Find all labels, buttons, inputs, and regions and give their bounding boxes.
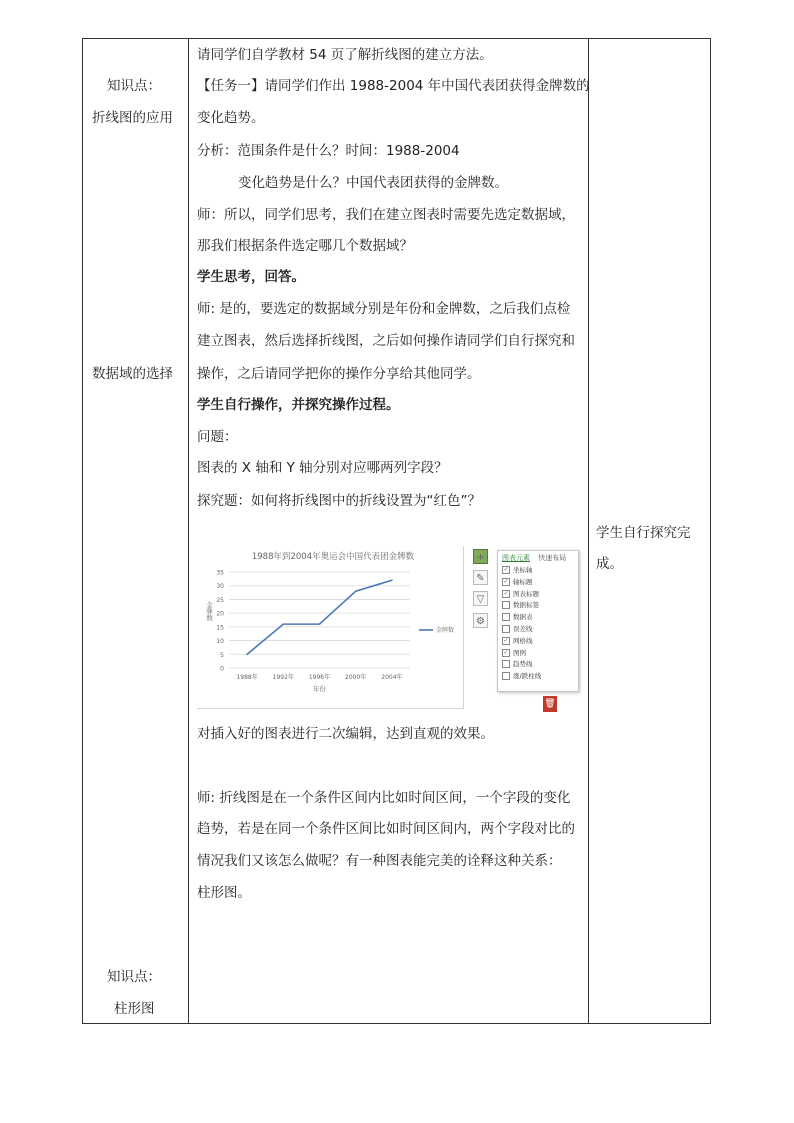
chart-element-label: 涨/跌柱线 [513,672,542,681]
knowledge-label-2: 知识点： [107,969,161,985]
checkbox[interactable]: ✓ [503,577,509,585]
teacher-line: 柱形图。 [197,885,251,901]
data-point [391,579,393,581]
checkbox[interactable] [502,613,510,621]
teacher-line: 趋势，若是在同一个条件区间比如时间区间内，两个字段对比的 [197,821,575,837]
series-line [247,580,392,654]
x-tick-label: 1996年 [308,674,331,681]
chart-element-label: 数据标签 [513,601,539,610]
teacher-line: 师: 是的，要选定的数据域分别是年份和金牌数，之后我们点检 [197,301,571,317]
chart-element-label: 趋势线 [513,660,533,669]
chart-element-label: 网格线 [513,636,533,645]
exploration-line: 探究题：如何将折线图中的折线设置为“红色”？ [197,493,481,509]
chart-element-option[interactable] [498,671,578,683]
chart-element-option[interactable] [498,624,578,636]
chart-element-label: 轴标题 [513,577,533,586]
checkbox[interactable]: ✓ [503,589,509,597]
teacher-line: 师: 折线图是在一个条件区间内比如时间区间，一个字段的变化 [197,790,571,806]
chart-element-label: 图例 [513,648,526,657]
teacher-line: 师：所以，同学们思考，我们在建立图表时需要先选定数据域， [197,207,575,223]
chart-element-option[interactable] [498,659,578,671]
checkbox[interactable] [502,672,510,680]
x-tick-label: 2000年 [345,674,367,681]
teacher-line: 那我们根据条件选定哪几个数据域？ [197,238,413,254]
x-tick-label: 2004年 [381,674,403,681]
y-tick-label: 30 [216,583,224,591]
teacher-line: 建立图表，然后选择折线图，之后如何操作请同学们自行探究和 [197,333,575,349]
student-line: 学生思考，回答。 [197,269,305,285]
analysis-line: 分析：范围条件是什么？时间：1988-2004 [197,143,460,159]
task-line: 【任务一】请同学们作出 1988-2004 年中国代表团获得金牌数的 [197,78,590,94]
y-tick-label: 15 [216,624,224,632]
student-line: 学生自行操作，并探究操作过程。 [197,397,400,413]
chart-element-option[interactable] [498,565,578,577]
x-tick-label: 1992年 [272,674,294,681]
chart-element-label: 坐标轴 [513,566,533,574]
analysis-line: 变化趋势是什么？中国代表团获得的金牌数。 [238,175,508,191]
column-divider-left [188,39,189,1023]
legend-label: 金牌数 [436,627,455,634]
brush-icon[interactable]: ✎ [473,570,488,585]
chart-element-option[interactable] [498,589,578,601]
right-note-line2: 成。 [596,556,623,572]
knowledge-topic: 折线图的应用 [92,110,173,126]
paragraph: 对插入好的图表进行二次编辑，达到直观的效果。 [197,726,494,742]
question-line: 图表的 X 轴和 Y 轴分别对应哪两列字段？ [197,460,448,476]
chart-title: 1988年到2004年奥运会中国代表团金牌数 [251,552,415,562]
chart-element-option[interactable] [498,612,578,624]
data-point [319,623,321,625]
checkbox[interactable] [502,625,510,633]
task-line: 变化趋势。 [197,110,265,126]
filter-icon[interactable]: ▽ [473,591,488,606]
y-tick-label: 5 [220,651,224,659]
checkbox[interactable]: ✓ [503,648,509,656]
x-axis-label: 年份 [313,685,326,693]
y-tick-label: 35 [216,569,224,577]
chart-element-label: 误差线 [513,624,533,633]
tab-chart-elements[interactable]: 图表元素 [502,554,530,562]
tab-quick-layout[interactable]: 快速布局 [538,554,567,562]
chart-element-option[interactable] [498,577,578,589]
question-label: 问题： [197,429,238,445]
data-point [355,590,357,592]
y-axis-label: 金牌数 [205,601,213,621]
data-point [283,623,285,625]
checkbox[interactable] [502,660,510,668]
knowledge-label: 知识点： [107,78,161,94]
chart-screenshot [197,546,586,716]
right-note-line1: 学生自行探究完 [596,525,691,541]
column-divider-right [588,39,589,1023]
section-label: 数据域的选择 [92,366,173,382]
chart-element-option[interactable] [498,636,578,648]
chart-area [197,546,464,709]
checkbox[interactable]: ✓ [503,566,509,573]
chart-elements-panel [463,546,586,716]
teacher-line: 情况我们又该怎么做呢？有一种图表能完美的诠释这种关系： [197,853,562,869]
checkbox[interactable]: ✓ [503,636,509,644]
y-tick-label: 10 [216,638,224,646]
line-chart [197,546,463,708]
knowledge-topic-2: 柱形图 [114,1001,155,1017]
teacher-line: 操作，之后请同学把你的操作分享给其他同学。 [197,366,481,382]
paragraph: 请同学们自学教材 54 页了解折线图的建立方法。 [197,47,493,63]
x-tick-label: 1988年 [236,674,258,681]
chart-element-option[interactable] [498,600,578,612]
gear-icon[interactable]: ⚙ [473,613,488,628]
chart-element-label: 数据表 [513,613,533,622]
checkbox[interactable] [502,601,510,609]
data-point [246,653,248,655]
chart-elements-menu [497,550,579,692]
y-tick-label: 0 [220,665,224,673]
chart-element-option[interactable] [498,648,578,660]
chart-elements-button[interactable]: + [473,549,488,564]
y-tick-label: 20 [216,610,224,618]
chart-element-label: 图表标题 [513,589,539,598]
y-tick-label: 25 [216,596,224,604]
trash-icon[interactable]: 🗑 [543,696,557,712]
